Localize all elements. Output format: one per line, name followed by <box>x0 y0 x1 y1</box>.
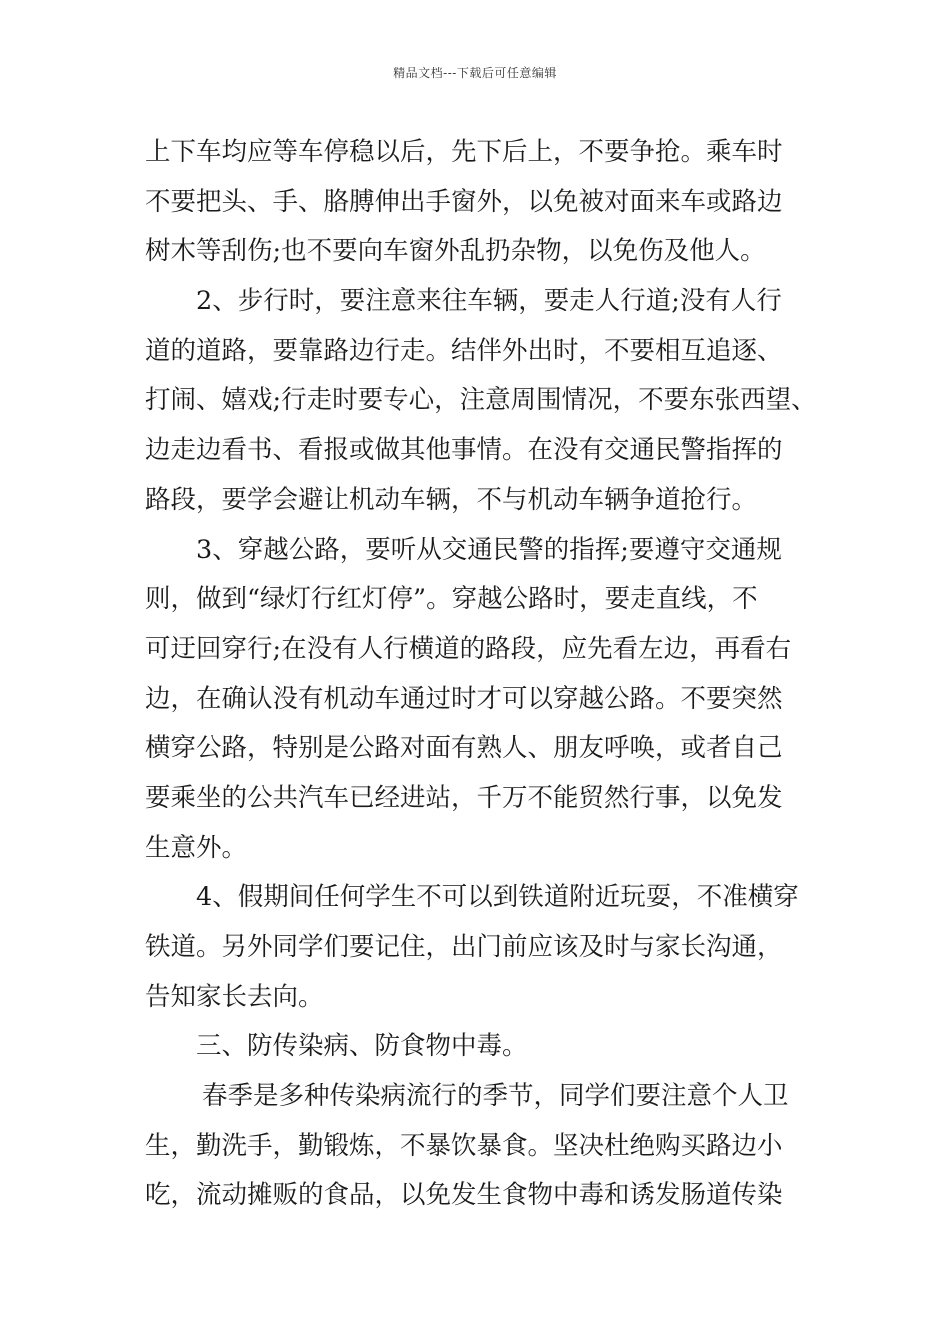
text-line: 3、穿越公路，要听从交通民警的指挥;要遵守交通规 <box>196 534 782 565</box>
text-line: 生，勤洗手，勤锻炼，不暴饮暴食。坚决杜绝购买路边小 <box>145 1130 783 1161</box>
page-header: 精品文档---下载后可任意编辑 <box>393 66 557 80</box>
text-line: 要乘坐的公共汽车已经进站，千万不能贸然行事，以免发 <box>145 782 783 813</box>
text-line: 吃，流动摊贩的食品，以免发生食物中毒和诱发肠道传染 <box>145 1180 783 1211</box>
text-line: 边，在确认没有机动车通过时才可以穿越公路。不要突然 <box>145 683 783 714</box>
text-line: 春季是多种传染病流行的季节，同学们要注意个人卫 <box>202 1081 789 1112</box>
text-line: 则，做到“绿灯行红灯停”。穿越公路时，要走直线，不 <box>145 584 758 615</box>
text-line: 生意外。 <box>145 832 248 863</box>
text-line: 道的道路，要靠路边行走。结伴外出时，不要相互追逐、 <box>145 335 783 366</box>
section-heading: 三、防传染病、防食物中毒。 <box>196 1031 528 1062</box>
text-line: 横穿公路，特别是公路对面有熟人、朋友呼唤，或者自己 <box>145 733 783 764</box>
text-line: 告知家长去向。 <box>145 981 324 1012</box>
text-line: 边走边看书、看报或做其他事情。在没有交通民警指挥的 <box>145 435 783 466</box>
text-line: 上下车均应等车停稳以后，先下后上，不要争抢。乘车时 <box>145 137 783 167</box>
text-line: 树木等刮伤;也不要向车窗外乱扔杂物，以免伤及他人。 <box>145 236 766 267</box>
text-line: 不要把头、手、胳膊伸出手窗外，以免被对面来车或路边 <box>145 186 783 217</box>
text-line: 打闹、嬉戏;行走时要专心，注意周围情况，不要东张西望、 <box>145 385 817 416</box>
text-line: 铁道。另外同学们要记住，出门前应该及时与家长沟通， <box>145 932 783 962</box>
text-line: 路段，要学会避让机动车辆，不与机动车辆争道抢行。 <box>145 484 758 515</box>
text-line: 4、假期间任何学生不可以到铁道附近玩耍，不准横穿 <box>196 882 799 913</box>
text-line: 可迂回穿行;在没有人行横道的路段，应先看左边，再看右 <box>145 633 792 664</box>
text-line: 2、步行时，要注意来往车辆，要走人行道;没有人行 <box>196 286 782 317</box>
document-body <box>145 128 817 1221</box>
